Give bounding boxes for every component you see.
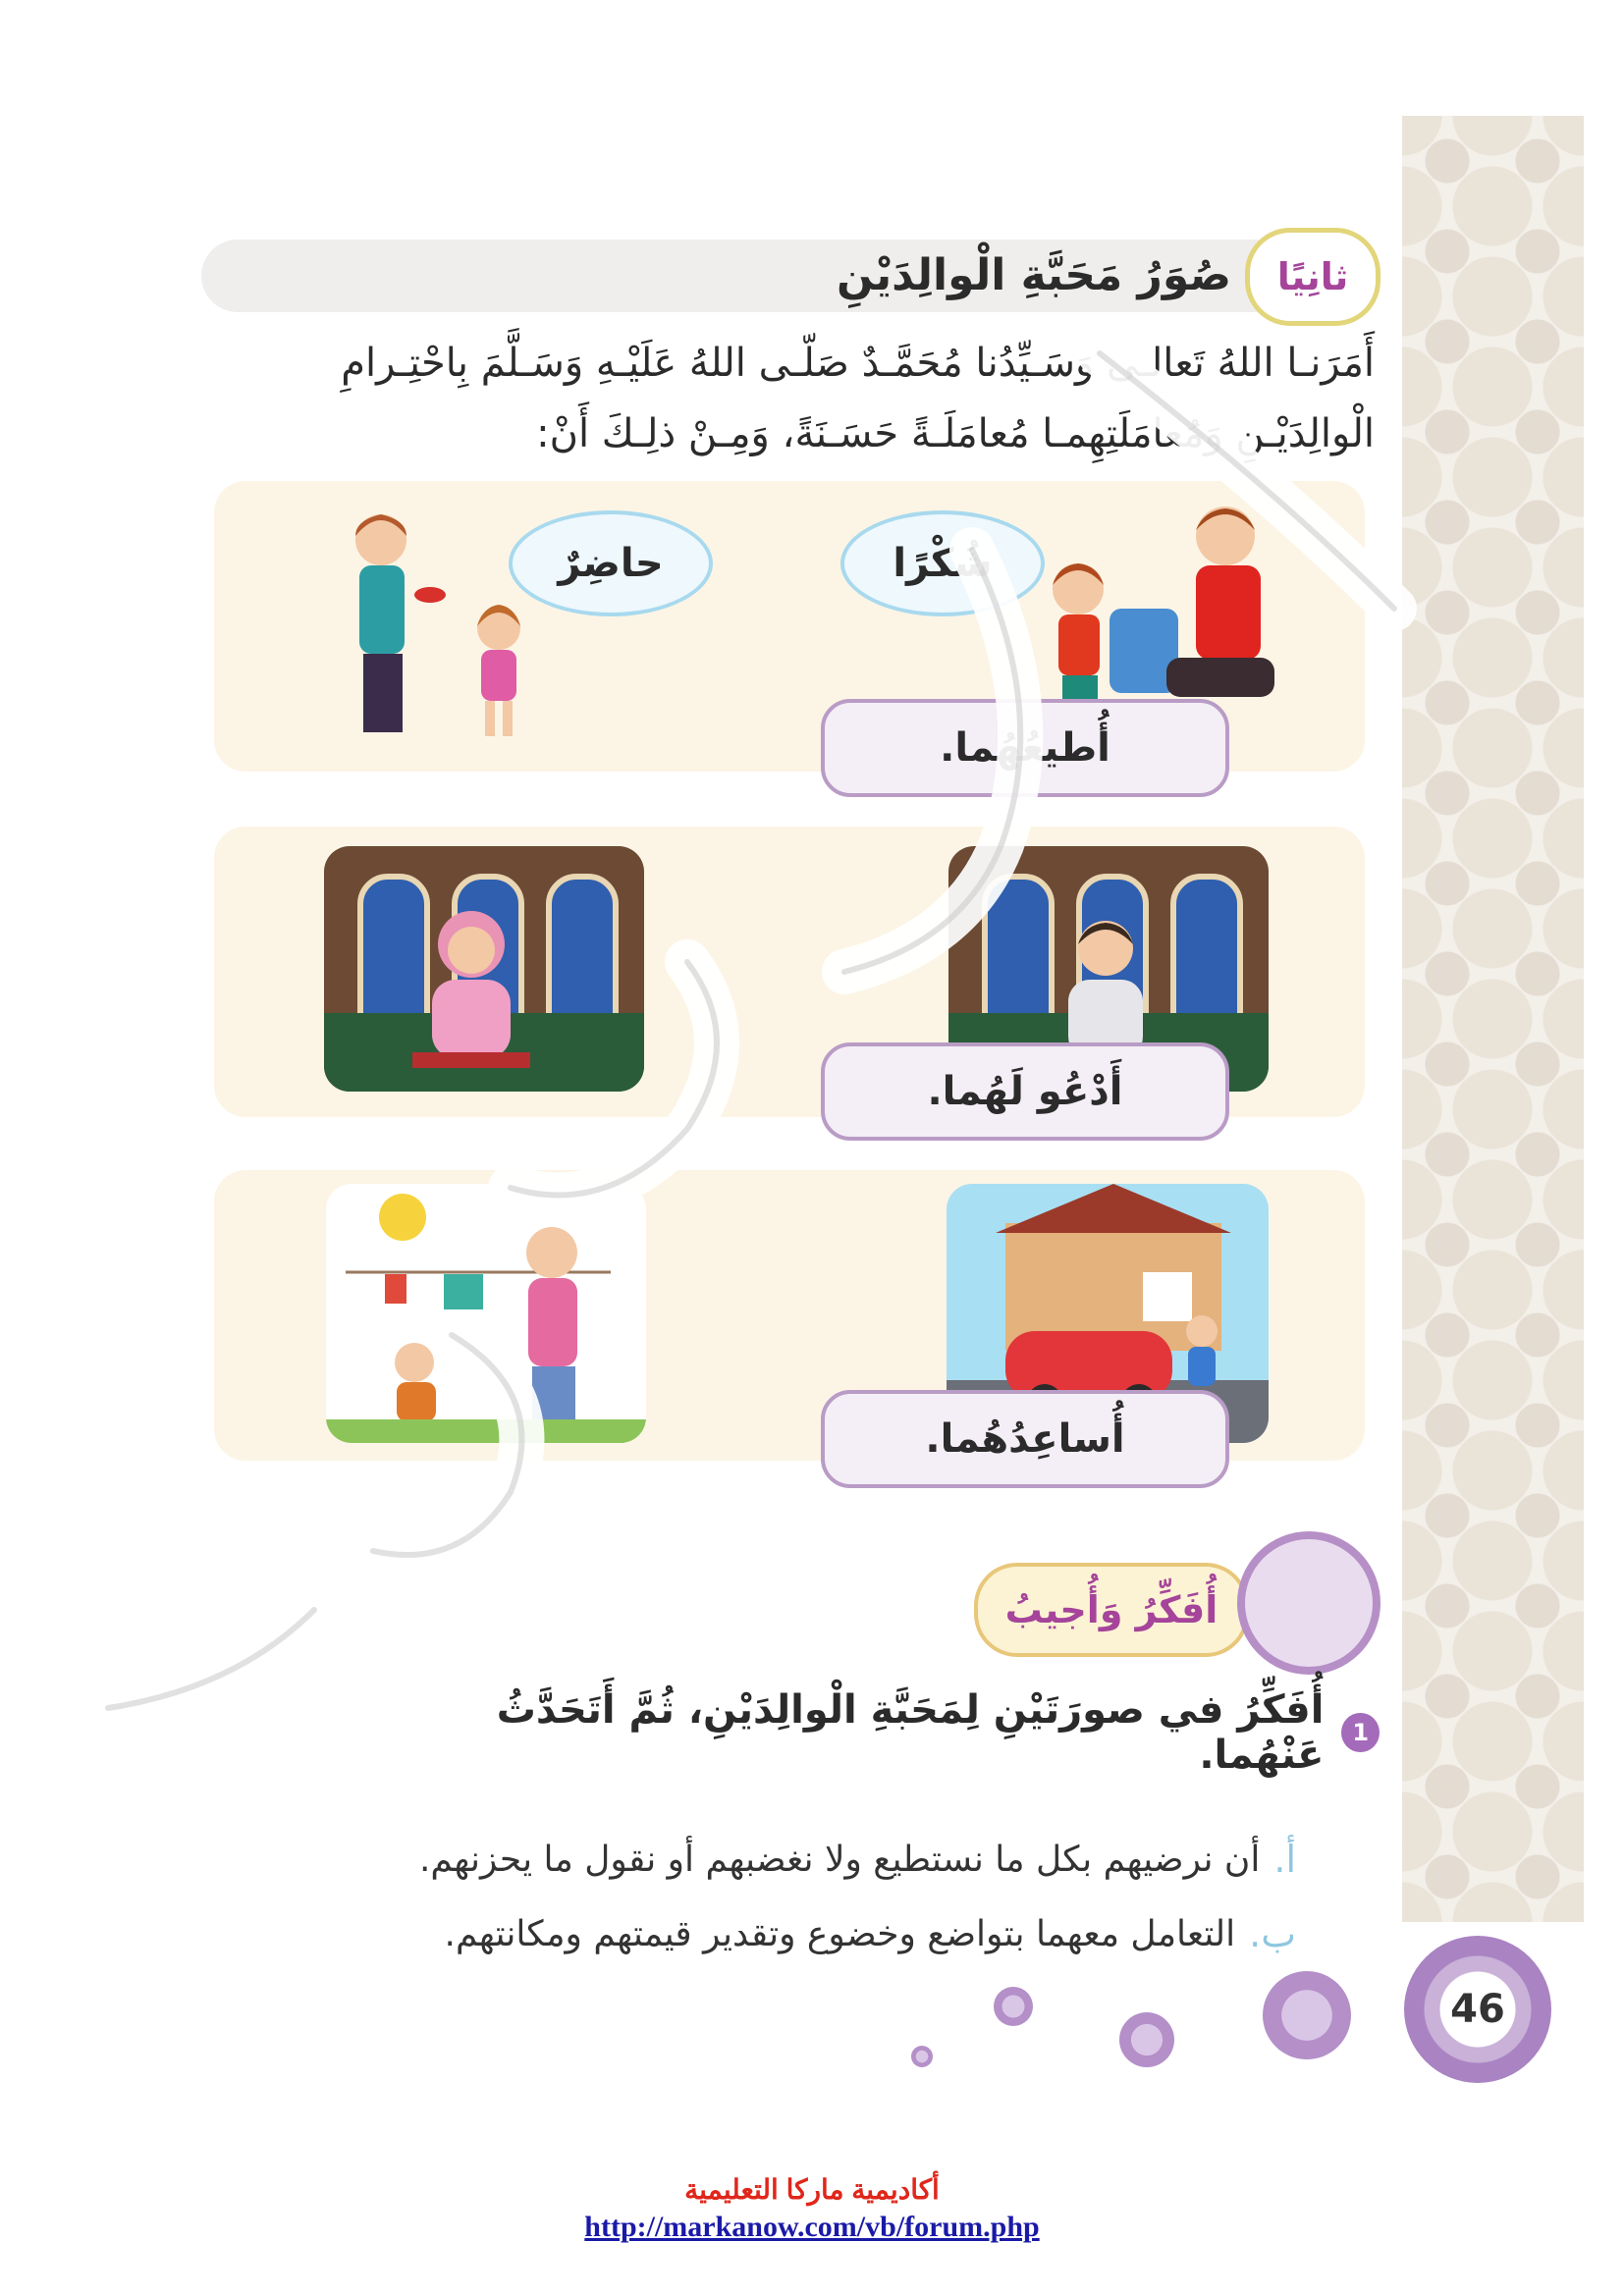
panel-help (214, 1170, 1365, 1461)
label-help: أُساعِدُهُما. (821, 1390, 1229, 1488)
page-number: 46 (1404, 1936, 1551, 2083)
speech-bubble-shukran: شُكْرًا (840, 510, 1045, 616)
answer-a-mark: أ. (1273, 1838, 1296, 1881)
panel-pray (214, 827, 1365, 1117)
section-badge: ثانِيًا (1245, 228, 1380, 326)
think-answer-title: أُفَكِّرُ وَأُجيبُ (974, 1563, 1249, 1657)
answer-a-text: أن نرضيهم بكل ما نستطيع ولا نغضبهم أو نقول ما يحزنهم. (418, 1839, 1261, 1880)
question-text: أُفَكِّرُ في صورَتَيْنِ لِمَحَبَّةِ الْوالِدَيْنِ، ثُمَّ أَتَحَدَّثُ عَنْهُما. (496, 1687, 1325, 1778)
footer-academy-name: أكاديمية ماركا التعليمية (684, 2174, 940, 2205)
speech-bubble-hader: حاضِرٌ (509, 510, 713, 616)
decorative-side-pattern (1402, 116, 1584, 1922)
answer-b (226, 1902, 1296, 1965)
laundry-illustration (326, 1184, 646, 1443)
label-obey: أُطيعُهُما. (821, 699, 1229, 797)
question-row (393, 1687, 1380, 1778)
footer-url-link[interactable]: http://markanow.com/vb/forum.php (584, 2211, 1040, 2243)
flower-decoration (1119, 2012, 1174, 2067)
answer-b-text: التعامل معهما بتواضع وخضوع وتقدير قيمتهم ومكانتهم. (444, 1913, 1236, 1954)
question-number: 1 (1341, 1713, 1380, 1752)
label-pray: أَدْعُو لَهُما. (821, 1042, 1229, 1141)
answer-a (226, 1828, 1296, 1891)
flower-decoration (911, 2046, 933, 2067)
panel-obey (214, 481, 1365, 772)
flower-decoration (1263, 1971, 1351, 2059)
intro-paragraph: أَمَرَنـا اللهُ تَعالـى وَسَـيِّدُنا مُحَمَّـدٌ صَلّـى اللهُ عَلَيْـهِ وَسَـلَّمَ بِاحْتِـرامِ الْوالِدَيْـنِ وَمُعامَلَتِهِمـا مُعامَلَـةً حَسَـنَةً، وَمِـنْ ذلِـكَ أَنْ: (341, 341, 1375, 456)
section-title: صُوَرُ مَحَبَّةِ الْوالِدَيْنِ (837, 250, 1231, 300)
flower-decoration (994, 1987, 1033, 2026)
answer-b-mark: ب. (1249, 1912, 1296, 1955)
praying-girl-illustration (324, 846, 644, 1092)
reading-girl-avatar (1237, 1531, 1380, 1675)
